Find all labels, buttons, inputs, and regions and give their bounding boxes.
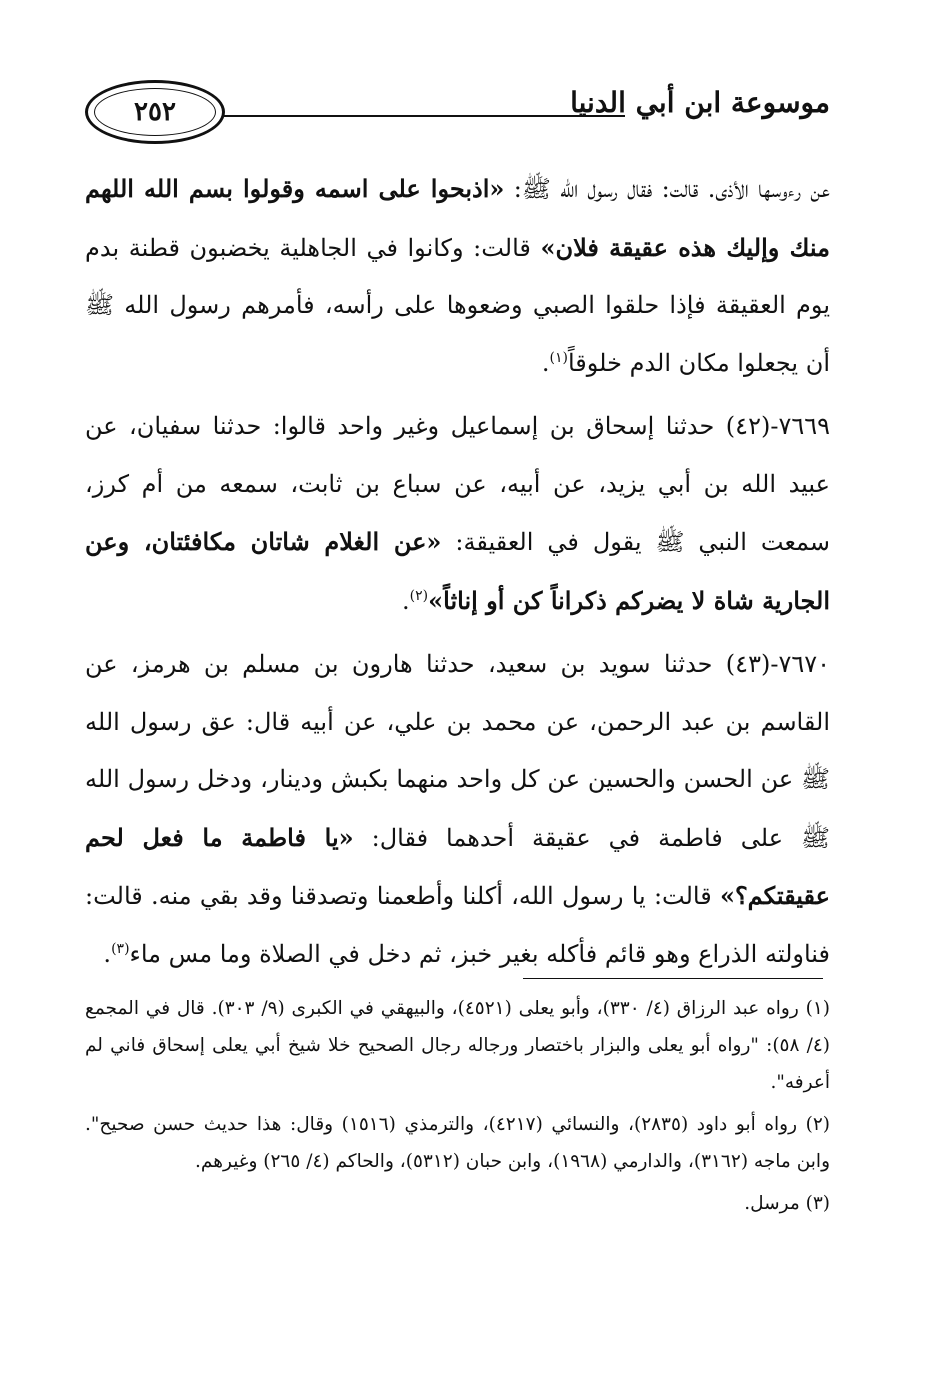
page-header — [85, 80, 830, 150]
page-number: ٢٥٢ — [134, 97, 176, 127]
hadith-quote: «اذبحوا على اسمه وقولوا بسم الله اللهم منك وإليك هذه عقيقة فلان» — [85, 174, 830, 262]
footnote: (٣) مرسل. — [744, 1193, 830, 1214]
footnote-ref: (٢) — [409, 587, 429, 604]
hadith-quote: «يا فاطمة ما فعل لحم عقيقتكم؟» — [85, 822, 830, 910]
paragraph: عن رءوسها الأذى. قالت: فقال رسول الله ﷺ: «اذبحوا على اسمه وقولوا بسم الله اللهم منك وإليك هذه عقيقة فلان» قالت: وكانوا في الجاهلية يخضبون قطنة بدم يوم العقيقة فإذا حلقوا الصبي وضعوها على رأسه، فأمرهم رسول الله ﷺ أن يجعلوا مكان الدم خلوقاً$^{(١)}$. — [85, 174, 831, 377]
book-title: موسوعة ابن أبي الدنيا — [570, 86, 830, 119]
header-rule — [223, 115, 625, 117]
footnote-ref: (١) — [549, 349, 568, 366]
paragraph: ٧٦٧٠-(٤٣) حدثنا سويد بن سعيد، حدثنا هارون بن مسلم بن هرمز، عن القاسم بن عبد الرحمن، عن محمد بن علي، عن أبيه قال: عق رسول الله ﷺ عن الحسن والحسين عن كل واحد منهما بكبش ودينار، ودخل رسول الله ﷺ على فاطمة في عقيقة أحدهما فقال: «يا فاطمة ما فعل لحم عقيقتكم؟» قالت: يا رسول الله، أكلنا وأطعمنا وتصدقنا وقد بقي منه. قالت: فناولته الذراع وهو قائم فأكله بغير خبز، ثم دخل في الصلاة وما مس ماء$^{(٣)}$. — [85, 650, 831, 968]
hadith-quote: «عن الغلام شاتان مكافئتان، وعن الجارية شاة لا يضركم ذكراناً كن أو إناثاً» — [85, 527, 830, 615]
footnote: (١) رواه عبد الرزاق (٤/ ٣٣٠)، وأبو يعلى (٤٥٢١)، والبيهقي في الكبرى (٩/ ٣٠٣). قال في المجمع (٤/ ٥٨): "رواه أبو يعلى والبزار باختصار ورجاله رجال الصحيح خلا شيخ أبي يعلى إسحاق فاني لم أعرفه". — [85, 998, 830, 1093]
main-text — [85, 160, 830, 989]
page-number-frame — [85, 80, 225, 144]
footnotes — [85, 990, 830, 1227]
footnote: (٢) رواه أبو داود (٢٨٣٥)، والنسائي (٤٢١٧)، والترمذي (١٥١٦) وقال: هذا حديث حسن صحيح". وابن ماجه (٣١٦٢)، والدارمي (١٩٦٨)، وابن حبان (٥٣١٢)، والحاكم (٤/ ٢٦٥) وغيرهم. — [85, 1114, 830, 1172]
footnote-ref: (٣) — [111, 940, 130, 957]
paragraph: ٧٦٦٩-(٤٢) حدثنا إسحاق بن إسماعيل وغير واحد قالوا: حدثنا سفيان، عن عبيد الله بن أبي يزيد، عن أبيه، عن سباع بن ثابت، سمعه من أم كرز، سمعت النبي ﷺ يقول في العقيقة: «عن الغلام شاتان مكافئتان، وعن الجارية شاة لا يضركم ذكراناً كن أو إناثاً»$^{(٢)}$. — [85, 412, 830, 615]
footnote-separator — [523, 978, 823, 979]
